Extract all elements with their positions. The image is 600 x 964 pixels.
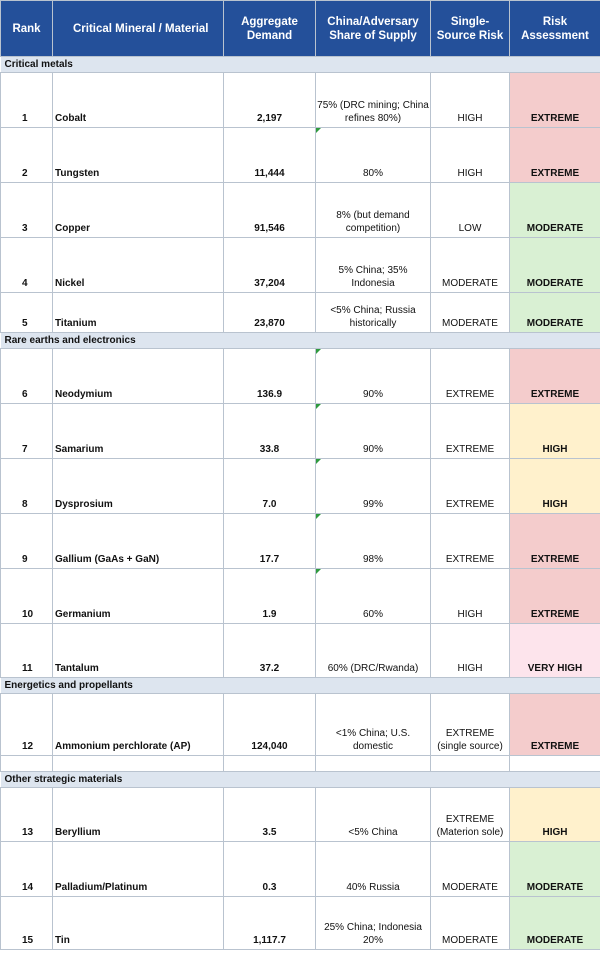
rank-cell: 8 [1, 459, 53, 514]
table-row [1, 788, 600, 842]
material-cell: Beryllium [53, 788, 224, 842]
spacer-cell [224, 756, 316, 772]
material-cell: Tungsten [53, 128, 224, 183]
demand-cell: 11,444 [224, 128, 316, 183]
risk-cell: MODERATE [510, 238, 600, 293]
section-title: Energetics and propellants [1, 678, 600, 694]
demand-cell: 3.5 [224, 788, 316, 842]
table-row [1, 183, 600, 238]
header-rank: Rank [1, 1, 53, 57]
share-cell: 90% [316, 349, 431, 404]
single-source-cell: EXTREME [431, 404, 510, 459]
rank-cell: 5 [1, 293, 53, 333]
spacer-cell [510, 756, 600, 772]
material-cell: Germanium [53, 569, 224, 624]
section-header [1, 333, 600, 349]
share-cell: 98% [316, 514, 431, 569]
risk-cell: MODERATE [510, 897, 600, 950]
spacer-cell [53, 756, 224, 772]
risk-cell: EXTREME [510, 569, 600, 624]
spacer-cell [1, 756, 53, 772]
demand-cell: 7.0 [224, 459, 316, 514]
table-row [1, 514, 600, 569]
rank-cell: 4 [1, 238, 53, 293]
rank-cell: 7 [1, 404, 53, 459]
share-cell: 60% (DRC/Rwanda) [316, 624, 431, 678]
share-cell: 5% China; 35% Indonesia [316, 238, 431, 293]
demand-cell: 136.9 [224, 349, 316, 404]
demand-cell: 23,870 [224, 293, 316, 333]
share-cell: <5% China [316, 788, 431, 842]
single-source-cell: MODERATE [431, 842, 510, 897]
rank-cell: 14 [1, 842, 53, 897]
material-cell: Copper [53, 183, 224, 238]
single-source-cell: MODERATE [431, 897, 510, 950]
share-cell: 75% (DRC mining; China refines 80%) [316, 73, 431, 128]
rank-cell: 11 [1, 624, 53, 678]
single-source-cell: MODERATE [431, 238, 510, 293]
demand-cell: 37,204 [224, 238, 316, 293]
risk-cell: HIGH [510, 788, 600, 842]
risk-cell: EXTREME [510, 128, 600, 183]
demand-cell: 124,040 [224, 694, 316, 756]
header-demand: Aggregate Demand [224, 1, 316, 57]
spacer-cell [316, 756, 431, 772]
table-row [1, 293, 600, 333]
single-source-cell: HIGH [431, 624, 510, 678]
single-source-cell: MODERATE [431, 293, 510, 333]
section-title: Other strategic materials [1, 772, 600, 788]
single-source-cell: EXTREME [431, 349, 510, 404]
demand-cell: 1.9 [224, 569, 316, 624]
header-share: China/Adversary Share of Supply [316, 1, 431, 57]
rank-cell: 1 [1, 73, 53, 128]
single-source-cell: EXTREME (Materion sole) [431, 788, 510, 842]
section-header [1, 772, 600, 788]
rank-cell: 12 [1, 694, 53, 756]
single-source-cell: HIGH [431, 73, 510, 128]
material-cell: Palladium/Platinum [53, 842, 224, 897]
share-cell: 90% [316, 404, 431, 459]
single-source-cell: LOW [431, 183, 510, 238]
material-cell: Dysprosium [53, 459, 224, 514]
table-row [1, 238, 600, 293]
risk-cell: HIGH [510, 404, 600, 459]
material-cell: Tantalum [53, 624, 224, 678]
share-cell: 40% Russia [316, 842, 431, 897]
material-cell: Cobalt [53, 73, 224, 128]
share-cell: 25% China; Indonesia 20% [316, 897, 431, 950]
demand-cell: 37.2 [224, 624, 316, 678]
demand-cell: 91,546 [224, 183, 316, 238]
single-source-cell: EXTREME [431, 459, 510, 514]
table-row [1, 842, 600, 897]
demand-cell: 0.3 [224, 842, 316, 897]
section-title: Critical metals [1, 57, 600, 73]
spacer-cell [431, 756, 510, 772]
table-row [1, 897, 600, 950]
single-source-cell: HIGH [431, 569, 510, 624]
risk-cell: EXTREME [510, 694, 600, 756]
demand-cell: 17.7 [224, 514, 316, 569]
rank-cell: 6 [1, 349, 53, 404]
single-source-cell: HIGH [431, 128, 510, 183]
material-cell: Neodymium [53, 349, 224, 404]
material-cell: Gallium (GaAs + GaN) [53, 514, 224, 569]
share-cell: 80% [316, 128, 431, 183]
rank-cell: 10 [1, 569, 53, 624]
share-cell: <1% China; U.S. domestic [316, 694, 431, 756]
section-header [1, 678, 600, 694]
material-cell: Tin [53, 897, 224, 950]
risk-cell: EXTREME [510, 349, 600, 404]
header-single-source: Single-Source Risk [431, 1, 510, 57]
section-header [1, 57, 600, 73]
risk-cell: HIGH [510, 459, 600, 514]
risk-cell: MODERATE [510, 842, 600, 897]
header-material: Critical Mineral / Material [53, 1, 224, 57]
material-cell: Titanium [53, 293, 224, 333]
table-row [1, 404, 600, 459]
table-row [1, 73, 600, 128]
section-title: Rare earths and electronics [1, 333, 600, 349]
risk-cell: MODERATE [510, 183, 600, 238]
risk-cell: EXTREME [510, 514, 600, 569]
share-cell: 99% [316, 459, 431, 514]
material-cell: Samarium [53, 404, 224, 459]
material-cell: Ammonium perchlorate (AP) [53, 694, 224, 756]
header-risk: Risk Assessment [510, 1, 600, 57]
spacer-row [1, 756, 600, 772]
table-row [1, 694, 600, 756]
demand-cell: 1,117.7 [224, 897, 316, 950]
risk-cell: VERY HIGH [510, 624, 600, 678]
rank-cell: 15 [1, 897, 53, 950]
share-cell: 60% [316, 569, 431, 624]
material-cell: Nickel [53, 238, 224, 293]
risk-cell: EXTREME [510, 73, 600, 128]
demand-cell: 2,197 [224, 73, 316, 128]
header-row [1, 1, 600, 57]
single-source-cell: EXTREME [431, 514, 510, 569]
table-row [1, 569, 600, 624]
table-row [1, 349, 600, 404]
single-source-cell: EXTREME (single source) [431, 694, 510, 756]
share-cell: <5% China; Russia historically [316, 293, 431, 333]
rank-cell: 13 [1, 788, 53, 842]
demand-cell: 33.8 [224, 404, 316, 459]
table-row [1, 459, 600, 514]
rank-cell: 3 [1, 183, 53, 238]
share-cell: 8% (but demand competition) [316, 183, 431, 238]
table-row [1, 624, 600, 678]
risk-cell: MODERATE [510, 293, 600, 333]
table-row [1, 128, 600, 183]
rank-cell: 9 [1, 514, 53, 569]
rank-cell: 2 [1, 128, 53, 183]
